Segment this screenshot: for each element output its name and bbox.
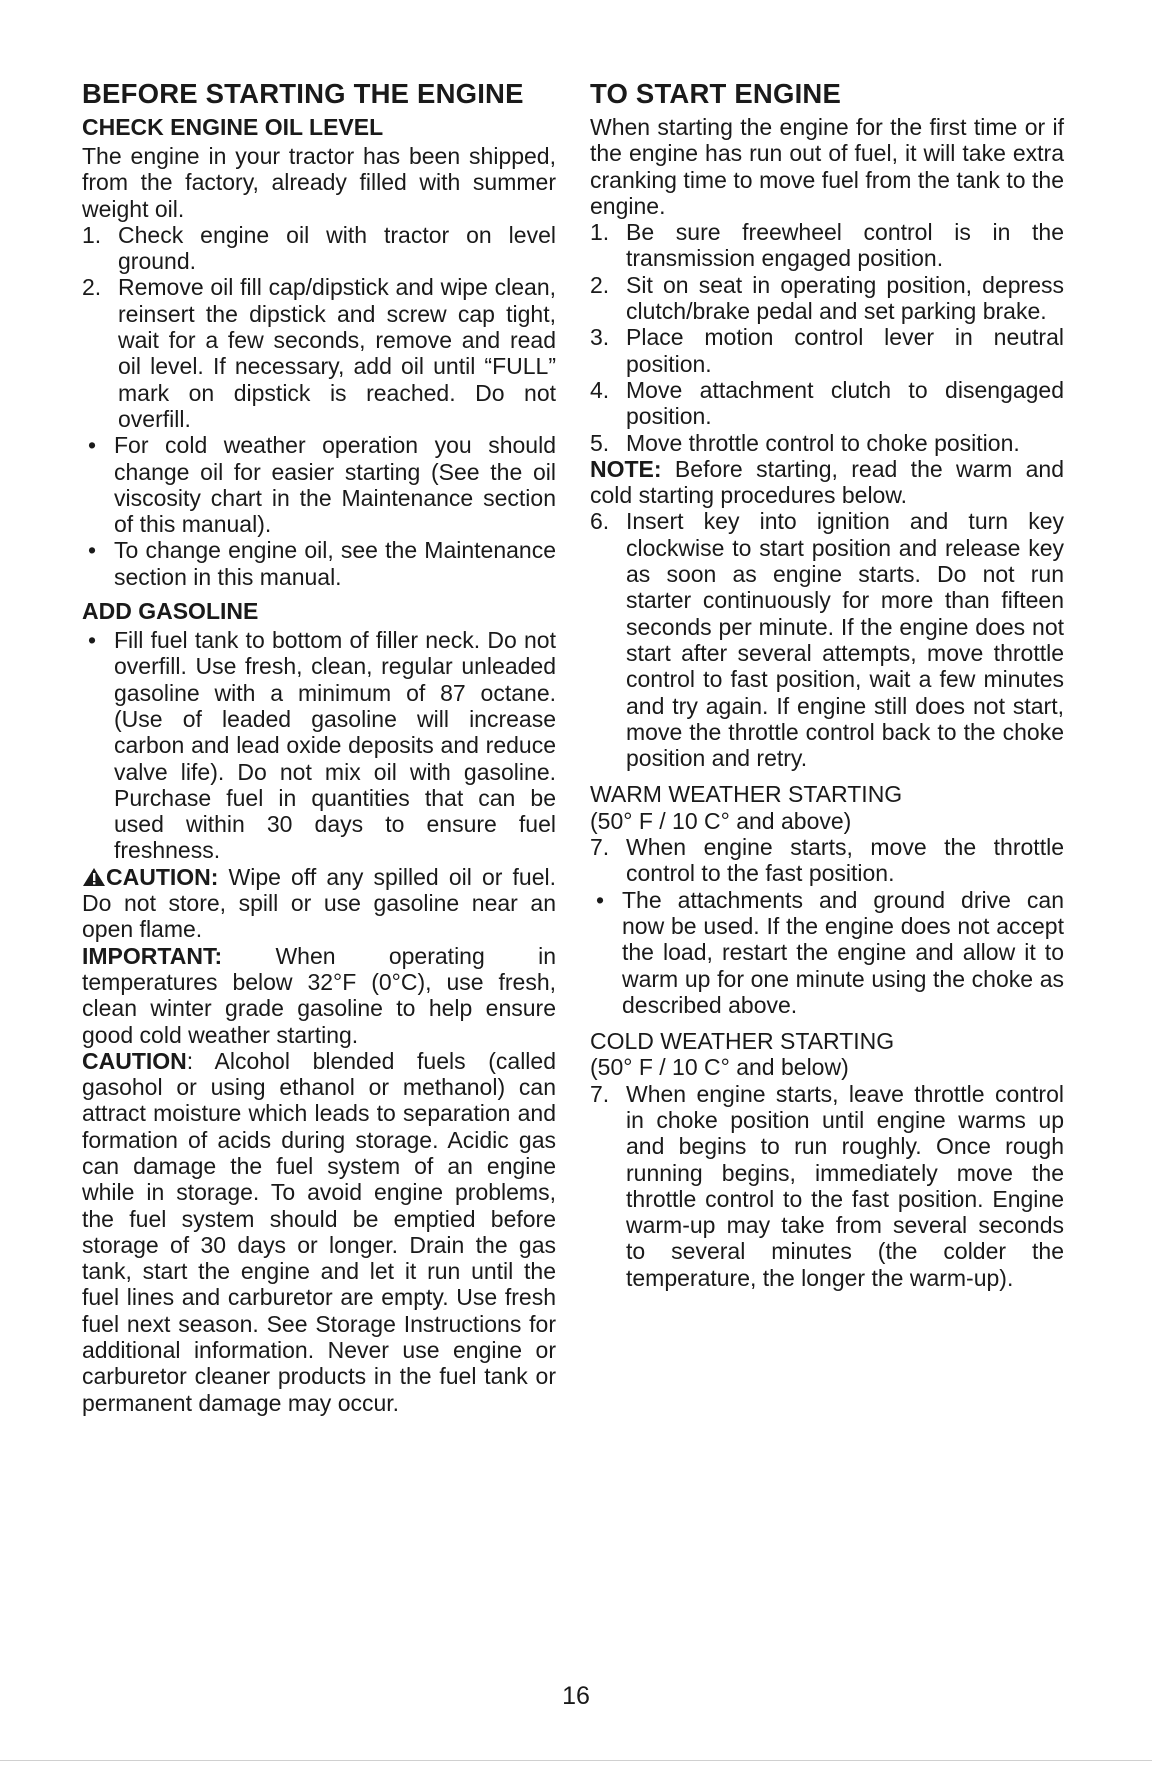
cold-weather-range: (50° F / 10 C° and below): [590, 1054, 849, 1081]
important-paragraph: [82, 943, 556, 1048]
start-step-6: [590, 508, 1064, 771]
bullet-mark: •: [596, 886, 605, 913]
cold-step-7: [590, 1081, 1064, 1291]
step-text: Remove oil fill cap/dipstick and wipe clean, reinsert the dipstick and screw cap tight, wait for a few seconds, remove and read oil level. If necessary, add oil until “FULL” mark on dipstick is reached. Do not overfill.: [118, 274, 556, 432]
bullet-text: For cold weather operation you should change oil for easier starting (See the oil viscosity chart in the Maintenance section of this manual).: [114, 432, 556, 538]
caution-label: CAUTION: [82, 1047, 187, 1074]
step-text: When engine starts, leave throttle control in choke position until engine warms up and begins to run roughly. Once rough running begins, immediately move the throttle control to the fast position. Engine warm-up may take from several seconds to several minutes (the colder the temperature, the longer the warm-up).: [626, 1080, 1064, 1291]
important-label: IMPORTANT:: [82, 942, 223, 969]
note-paragraph: [590, 456, 1064, 509]
bullet-text: To change engine oil, see the Maintenance section in this manual.: [114, 537, 556, 590]
step-text: When engine starts, move the throttle control to the fast position.: [626, 834, 1064, 887]
bullet-mark: •: [88, 537, 97, 564]
note-text: Before starting, read the warm and cold starting procedures below.: [590, 455, 1064, 509]
gasoline-bullet: [82, 627, 556, 864]
section-heading-before-starting: BEFORE STARTING THE ENGINE: [82, 78, 524, 109]
caution-text: : Alcohol blended fuels (called gasohol or using ethanol or methanol) can attract moisture which leads to separation and formation of acids during storage. Acidic gas can damage the fuel system of an engine while in storage. To avoid engine problems, the fuel system should be emptied before storage of 30 days or longer. Drain the gas tank, start the engine and let it run until the fuel lines and carburetor are empty. Use fresh fuel next season. See Storage Instructions for additional information. Never use engine or carburetor cleaner products in the fuel tank or permanent damage may occur.: [82, 1047, 556, 1416]
bottom-divider: [0, 1760, 1152, 1761]
step-number: 2.: [590, 271, 610, 298]
oil-bullet-change-oil: [82, 537, 556, 590]
caution-paragraph-spill: [82, 864, 556, 943]
important-text: When operating in temperatures below 32°F (0°C), use fresh, clean winter grade gasoline to help ensure good cold weather starting.: [82, 942, 556, 1048]
start-step-3: [590, 324, 1064, 377]
step-number: 1.: [82, 221, 102, 248]
oil-step-2: [82, 274, 556, 432]
page-number: 16: [562, 1682, 590, 1710]
step-text: Be sure freewheel control is in the transmission engaged position.: [626, 219, 1064, 272]
bullet-mark: •: [88, 432, 97, 459]
start-step-1: [590, 219, 1064, 272]
subheading-check-oil: CHECK ENGINE OIL LEVEL: [82, 114, 384, 140]
warning-triangle-icon: [82, 866, 106, 886]
oil-step-1: [82, 222, 556, 275]
subheading-add-gasoline: ADD GASOLINE: [82, 598, 259, 625]
start-step-4: [590, 377, 1064, 430]
bullet-text: Fill fuel tank to bottom of filler neck. Do not overfill. Use fresh, clean, regular unleaded gasoline with a minimum of 87 octane. (Use of leaded gasoline will increase carbon and lead oxide deposits and reduce valve life). Do not mix oil with gasoline. Purchase fuel in quantities that can be used within 30 days to ensure fuel freshness.: [114, 627, 556, 864]
warm-step-7: [590, 834, 1064, 887]
cold-weather-heading: COLD WEATHER STARTING: [590, 1028, 895, 1055]
step-text: Check engine oil with tractor on level ground.: [118, 221, 556, 275]
bullet-text: The attachments and ground drive can now be used. If the engine does not accept the load, restart the engine and allow it to warm up for one minute using the choke as described above.: [622, 886, 1064, 1018]
oil-bullet-cold-weather: [82, 432, 556, 537]
right-column: [590, 78, 1064, 1291]
step-text: Move attachment clutch to disengaged position.: [626, 376, 1064, 430]
caution-label: CAUTION:: [106, 863, 219, 890]
step-text: Sit on seat in operating position, depress clutch/brake pedal and set parking brake.: [626, 271, 1064, 325]
start-step-5: [590, 430, 1064, 456]
start-intro-paragraph: When starting the engine for the first time or if the engine has run out of fuel, it will take extra cranking time to move fuel from the tank to the engine.: [590, 114, 1064, 219]
warm-bullet: [590, 887, 1064, 1018]
step-number: 2.: [82, 274, 102, 301]
left-column: [82, 78, 556, 1416]
step-number: 3.: [590, 324, 610, 351]
warm-weather-range: (50° F / 10 C° and above): [590, 807, 852, 834]
warm-weather-heading: WARM WEATHER STARTING: [590, 781, 903, 808]
note-label: NOTE:: [590, 455, 662, 482]
start-step-2: [590, 272, 1064, 325]
step-number: 5.: [590, 429, 610, 456]
step-number: 7.: [590, 834, 610, 861]
bullet-mark: •: [88, 627, 97, 654]
step-text: Place motion control lever in neutral position.: [626, 324, 1064, 377]
oil-intro-paragraph: The engine in your tractor has been shipped, from the factory, already filled with summer weight oil.: [82, 143, 556, 222]
step-text: Insert key into ignition and turn key clockwise to start position and release key as soon as engine starts. Do not run starter continuously for more than fifteen seconds per minute. If the engine does not start after several attempts, move throttle control to fast position, wait a few minutes and try again. If engine still does not start, move the throttle control back to the choke position and retry.: [626, 508, 1064, 772]
step-text: Move throttle control to choke position.: [626, 429, 1020, 456]
step-number: 6.: [590, 508, 610, 535]
section-heading-to-start: TO START ENGINE: [590, 78, 842, 109]
caution-paragraph-alcohol: [82, 1048, 556, 1416]
step-number: 4.: [590, 376, 610, 403]
step-number: 7.: [590, 1080, 610, 1107]
caution-text: Wipe off any spilled oil or fuel. Do not store, spill or use gasoline near an open flame.: [82, 863, 556, 943]
step-number: 1.: [590, 219, 610, 246]
